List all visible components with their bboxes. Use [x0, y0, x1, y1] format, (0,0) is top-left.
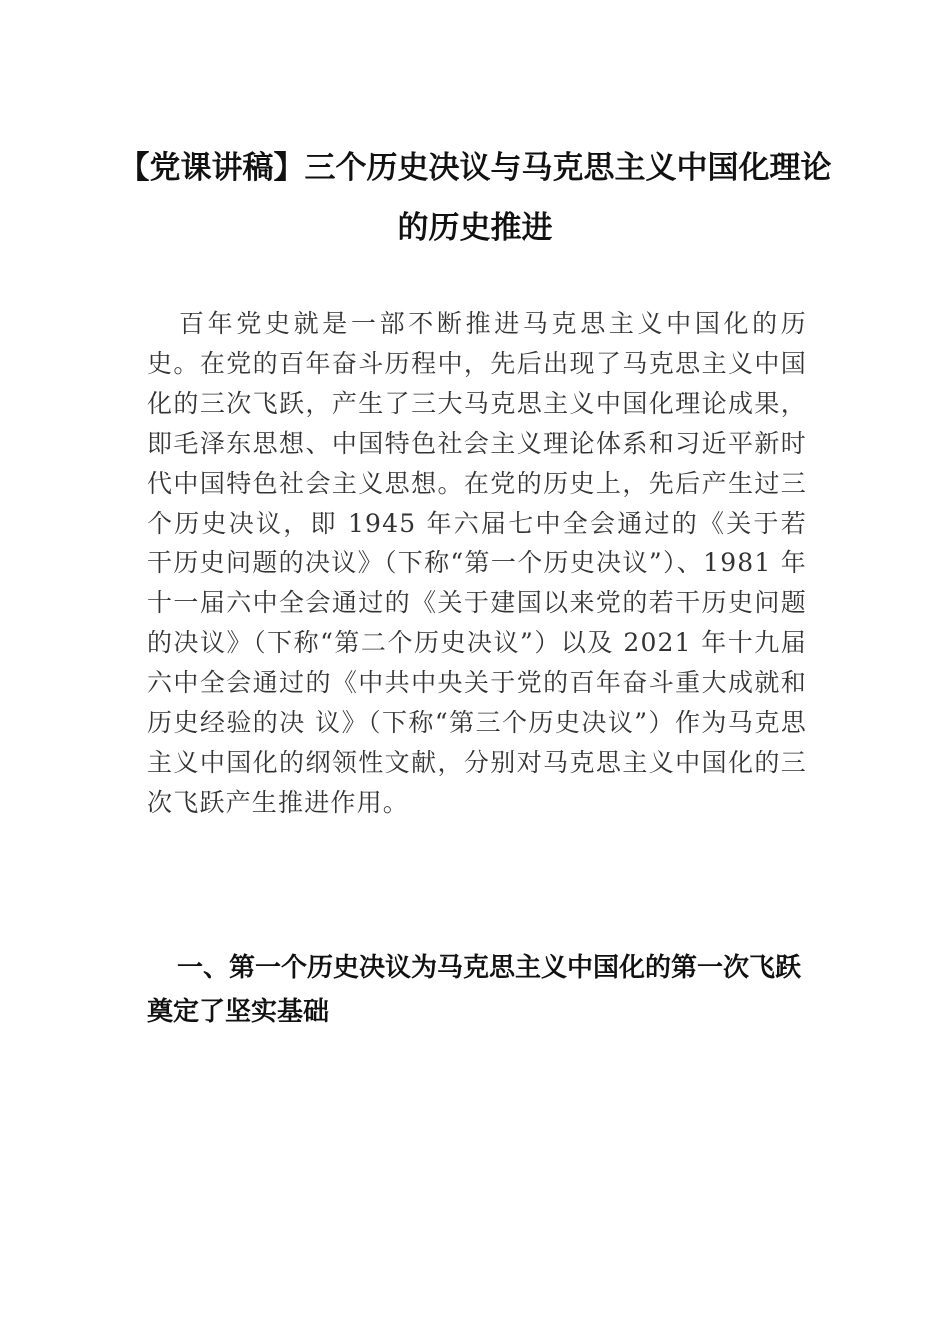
- section-heading: 一、第一个历史决议为马克思主义中国化的第一次飞跃奠定了坚实基础: [147, 953, 802, 1027]
- body-paragraph: 百年党史就是一部不断推进马克思主义中国化的历史。在党的百年奋斗历程中，先后出现了马克思主义中国化的三次飞跃，产生了三大马克思主义中国化理论成果，即毛泽东思想、中国特色社会主义理论体系和习近平新时代中国特色社会主义思想。在党的历史上，先后产生过三个历史决议，即 1945 年六届七中全会通过的《关于若干历史问题的决议》（下称“第一个历史决议”）、1981 年十一届六中全会通过的《关于建国以来党的若干历史问题的决议》（下称“第二个历史决议”）以及 2021 年十九届六中全会通过的《中共中央关于党的百年奋斗重大成就和历史经验的决 议》（下称“第三个历史决议”）作为马克思主义中国化的纲领性文献，分别对马克思主义中国化的三次飞跃产生推进作用。: [147, 309, 807, 817]
- document-title: 【党课讲稿】三个历史决议与马克思主义中国化理论的历史推进: [118, 150, 832, 246]
